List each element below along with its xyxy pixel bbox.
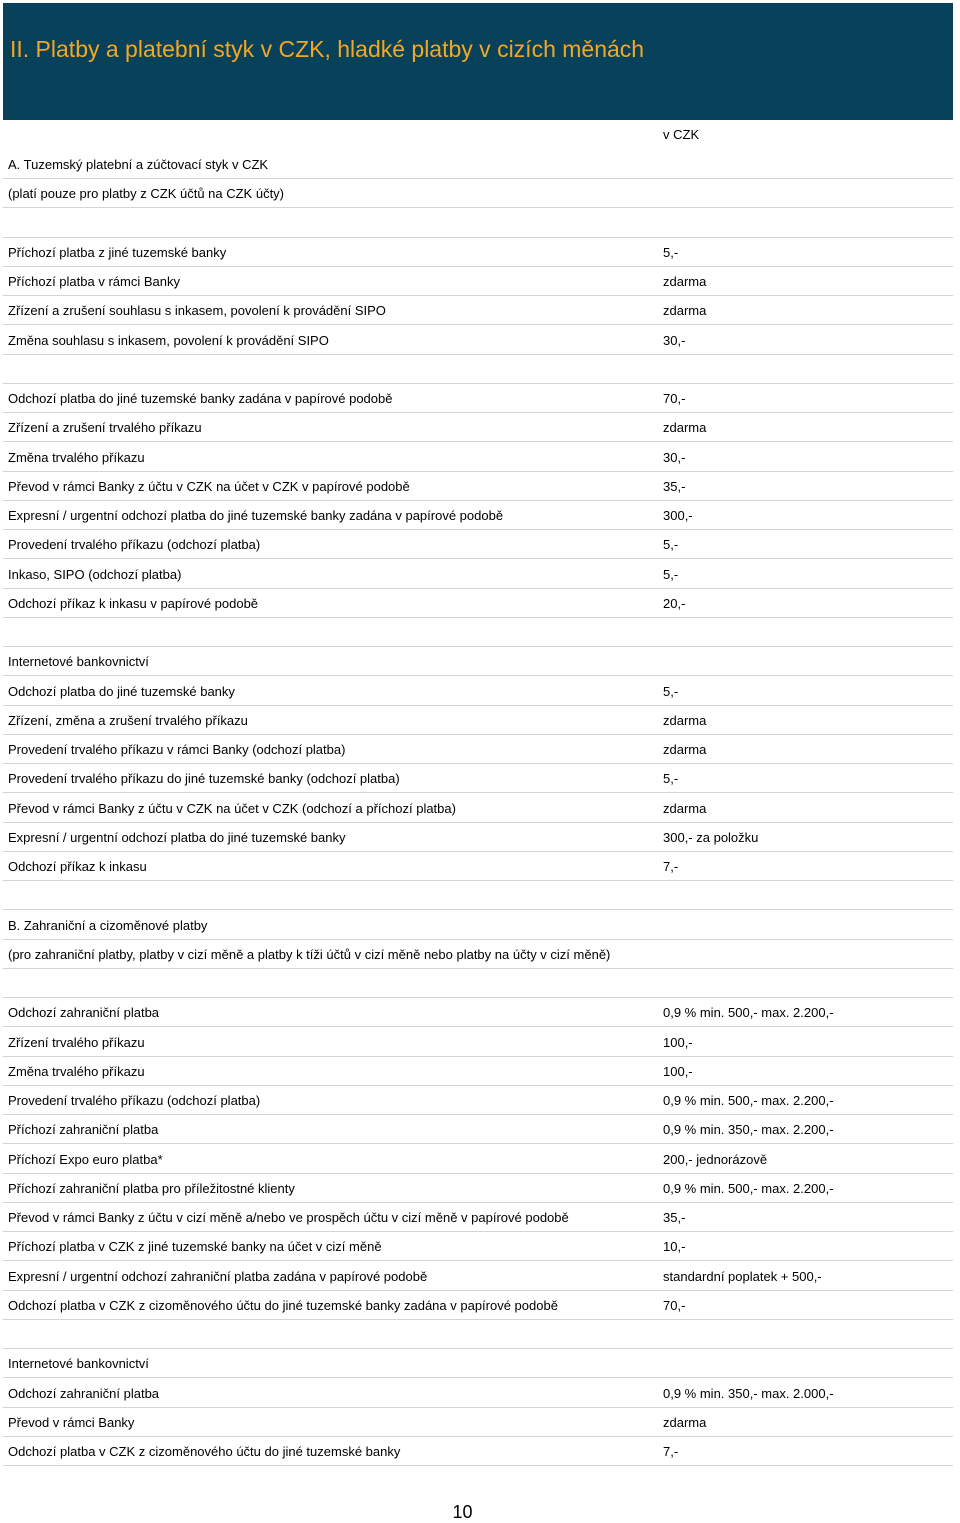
fee-label: Expresní / urgentní odchozí zahraniční platba zadána v papírové podobě: [8, 1268, 428, 1284]
fee-label: Expresní / urgentní odchozí platba do jiné tuzemské banky zadána v papírové podobě: [8, 508, 504, 523]
table-row: [3, 1174, 953, 1203]
table-row: [3, 413, 953, 442]
fee-value: 10,-: [663, 1239, 686, 1255]
fee-label: Inkaso, SIPO (odchozí platba): [8, 566, 182, 582]
fee-label: Převod v rámci Banky z účtu v cizí měně a/nebo ve prospěch účtu v cizí měně v papírové podobě: [8, 1210, 569, 1225]
fee-label: (pro zahraniční platby, platby v cizí měně a platby k tíži účtů v cizí měně nebo platby na účty v cizí měně): [8, 946, 611, 962]
fee-value: zdarma: [663, 742, 707, 757]
table-row: [3, 1408, 953, 1437]
fee-value: zdarma: [663, 274, 707, 289]
fee-label: Příchozí zahraniční platba: [8, 1122, 159, 1138]
fee-label: Expresní / urgentní odchozí platba do jiné tuzemské banky: [8, 829, 346, 845]
table-row: [3, 560, 953, 589]
table-row: [3, 911, 953, 940]
table-row: [3, 764, 953, 793]
fee-value: 7,-: [663, 1444, 679, 1459]
table-row: [3, 267, 953, 296]
fee-value: 35,-: [663, 478, 686, 494]
fee-label: Odchozí platba do jiné tuzemské banky: [8, 683, 235, 699]
table-row: [3, 618, 953, 647]
fee-value: zdarma: [663, 800, 707, 816]
table-row: [3, 1145, 953, 1174]
table-row: [3, 1349, 953, 1378]
fee-value: zdarma: [663, 1414, 707, 1430]
table-row: [3, 501, 953, 530]
fee-label: Zřízení trvalého příkazu: [8, 1034, 145, 1050]
fee-value: 70,-: [663, 391, 686, 406]
fee-value: 0,9 % min. 350,- max. 2.200,-: [663, 1122, 834, 1138]
fee-value: 300,-: [663, 508, 693, 523]
fee-value: 0,9 % min. 500,- max. 2.200,-: [663, 1180, 834, 1196]
section-title: II. Platby a platební styk v CZK, hladké platby v cizích měnách: [10, 36, 645, 62]
table-row: [3, 998, 953, 1027]
table-row: [3, 823, 953, 852]
fee-value: zdarma: [663, 420, 707, 436]
table-row: [3, 677, 953, 706]
fee-label: Odchozí platba do jiné tuzemské banky zadána v papírové podobě: [8, 391, 393, 406]
table-row: [3, 647, 953, 676]
table-row: [3, 472, 953, 501]
fee-value: 200,- jednorázově: [663, 1151, 768, 1167]
fee-label: Provedení trvalého příkazu v rámci Banky (odchozí platba): [8, 742, 346, 757]
fee-value: 20,-: [663, 595, 686, 611]
table-row: [3, 1320, 953, 1349]
fee-value: 5,-: [663, 566, 679, 582]
table-row: [3, 443, 953, 472]
table-row: [3, 1028, 953, 1057]
fee-label: Změna trvalého příkazu: [8, 449, 145, 465]
fee-value: 5,-: [663, 683, 679, 699]
fee-label: Odchozí příkaz k inkasu v papírové podobě: [8, 595, 259, 611]
fee-value: 100,-: [663, 1063, 693, 1079]
fee-label: (platí pouze pro platby z CZK účtů na CZK účty): [8, 186, 285, 202]
fee-label: Změna trvalého příkazu: [8, 1063, 145, 1079]
fee-label: Příchozí Expo euro platba*: [8, 1151, 163, 1167]
table-row: [3, 589, 953, 618]
table-row: [3, 794, 953, 823]
fee-label: Příchozí platba z jiné tuzemské banky: [8, 244, 227, 260]
fee-label: Příchozí platba v rámci Banky: [8, 274, 180, 289]
fee-label: Odchozí zahraniční platba: [8, 1385, 160, 1401]
table-row: [3, 209, 953, 238]
fee-label: Odchozí zahraniční platba: [8, 1005, 160, 1021]
table-row: [3, 179, 953, 208]
table-row: [3, 150, 953, 179]
table-row: [3, 1262, 953, 1291]
fee-label: Převod v rámci Banky: [8, 1414, 135, 1430]
fee-label: A. Tuzemský platební a zúčtovací styk v CZK: [8, 157, 269, 172]
fee-value: 100,-: [663, 1034, 693, 1050]
fee-label: Provedení trvalého příkazu (odchozí platba): [8, 1093, 261, 1108]
fee-value: 5,-: [663, 537, 679, 553]
fee-label: Změna souhlasu s inkasem, povolení k provádění SIPO: [8, 332, 329, 348]
table-row: [3, 735, 953, 764]
fee-label: Zřízení, změna a zrušení trvalého příkazu: [8, 712, 248, 728]
fee-label: Zřízení a zrušení trvalého příkazu: [8, 420, 202, 436]
table-row: [3, 326, 953, 355]
fee-value: 35,-: [663, 1210, 686, 1225]
table-row: [3, 881, 953, 910]
fee-label: B. Zahraniční a cizoměnové platby: [8, 917, 208, 933]
fee-value: 0,9 % min. 500,- max. 2.200,-: [663, 1093, 834, 1108]
table-row: [3, 355, 953, 384]
table-row: [3, 1379, 953, 1408]
table-row: [3, 384, 953, 413]
page-number: 10: [452, 1502, 473, 1522]
currency-unit-label: v CZK: [663, 127, 700, 142]
fee-label: Převod v rámci Banky z účtu v CZK na účet v CZK (odchozí a příchozí platba): [8, 800, 456, 816]
fee-value: 5,-: [663, 244, 679, 260]
fee-value: 7,-: [663, 859, 679, 874]
table-row: [3, 1437, 953, 1466]
fee-label: Odchozí platba v CZK z cizoměnového účtu do jiné tuzemské banky: [8, 1444, 401, 1459]
fee-label: Odchozí platba v CZK z cizoměnového účtu do jiné tuzemské banky zadána v papírové podobě: [8, 1297, 558, 1313]
fee-label: Převod v rámci Banky z účtu v CZK na účet v CZK v papírové podobě: [8, 478, 410, 494]
fee-label: Odchozí příkaz k inkasu: [8, 859, 147, 874]
table-row: [3, 296, 953, 325]
fee-value: 300,- za položku: [663, 829, 759, 845]
fee-value: 30,-: [663, 449, 686, 465]
fee-value: zdarma: [663, 303, 707, 319]
fee-value: 5,-: [663, 771, 679, 787]
fee-value: 0,9 % min. 350,- max. 2.000,-: [663, 1385, 834, 1401]
table-row: [3, 1232, 953, 1261]
fee-label: Provedení trvalého příkazu do jiné tuzemské banky (odchozí platba): [8, 771, 400, 787]
fee-label: Příchozí platba v CZK z jiné tuzemské banky na účet v cizí měně: [8, 1239, 382, 1255]
section-header: [3, 3, 953, 120]
table-row: [3, 1086, 953, 1115]
table-row: [3, 940, 953, 969]
fee-label: Provedení trvalého příkazu (odchozí platba): [8, 537, 261, 553]
fee-label: Příchozí zahraniční platba pro příležitostné klienty: [8, 1180, 295, 1196]
fee-value: zdarma: [663, 712, 707, 728]
fee-label: Internetové bankovnictví: [8, 654, 149, 670]
table-row: [3, 1115, 953, 1144]
table-row: [3, 1057, 953, 1086]
fee-label: Internetové bankovnictví: [8, 1356, 149, 1372]
fee-value: standardní poplatek + 500,-: [663, 1268, 822, 1284]
table-row: [3, 530, 953, 559]
fee-value: 30,-: [663, 332, 686, 348]
fee-value: 0,9 % min. 500,- max. 2.200,-: [663, 1005, 834, 1021]
fee-label: Zřízení a zrušení souhlasu s inkasem, povolení k provádění SIPO: [8, 303, 386, 319]
table-row: [3, 969, 953, 998]
table-row: [3, 852, 953, 881]
table-row: [3, 706, 953, 735]
table-row: [3, 1291, 953, 1320]
fee-value: 70,-: [663, 1297, 686, 1313]
table-row: [3, 1203, 953, 1232]
table-row: [3, 238, 953, 267]
